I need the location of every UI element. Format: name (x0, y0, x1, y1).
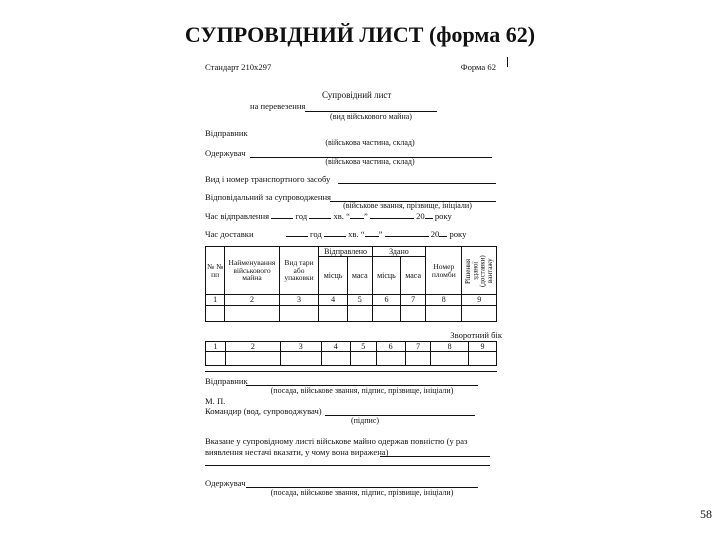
slide-title: СУПРОВІДНИЙ ЛИСТ (форма 62) (184, 22, 536, 47)
reverse-divider (205, 371, 497, 372)
table-cell (225, 306, 279, 322)
table-cell (347, 306, 372, 322)
document-title: Супровідний лист (322, 90, 392, 100)
table-cell (401, 306, 426, 322)
items-table (205, 246, 497, 322)
delivery-time-label: Час доставки (205, 229, 254, 239)
statement-field-2 (205, 465, 490, 466)
column-number: 9 (462, 295, 497, 306)
reverse-column-number: 3 (280, 342, 321, 352)
reverse-column-number: 2 (225, 342, 280, 352)
table-cell (405, 352, 431, 366)
table-cell (206, 352, 226, 366)
header-notes-text: Рішення зданої (доставки) вантажу (463, 254, 494, 287)
commander-caption: (підпис) (350, 416, 379, 425)
statement-line-2: виявлення нестачі вказати, у чому вона виражена) (205, 447, 389, 457)
receiver-label: Одержувач (205, 148, 246, 158)
column-number: 5 (347, 295, 372, 306)
reverse-column-number: 8 (431, 342, 468, 352)
header-sent-mass: маса (347, 257, 372, 295)
column-number: 1 (206, 295, 225, 306)
table-cell (372, 306, 400, 322)
header-handed-group: Здано (372, 247, 425, 257)
transport-caption: (вид військового майна) (330, 112, 412, 121)
reverse-column-number: 7 (405, 342, 431, 352)
column-number: 7 (401, 295, 426, 306)
receiver-caption: (військова частина, склад) (325, 157, 415, 166)
table-cell (462, 306, 497, 322)
column-number: 4 (319, 295, 347, 306)
table-cell (319, 306, 347, 322)
dispatch-time-row: Час відправлення год хв. “ ” 20 року (205, 211, 452, 221)
escort-caption: (військове звання, прізвище, ініціали) (343, 201, 472, 210)
recipient-label: Одержувач (205, 478, 246, 488)
reverse-column-number: 6 (376, 342, 405, 352)
sender-sign-label: Відправник (205, 376, 248, 386)
dispatch-hours-label: год (295, 211, 308, 221)
form-standard: Стандарт 210x297 (205, 62, 272, 72)
table-cell (321, 352, 350, 366)
reverse-column-number: 1 (206, 342, 226, 352)
header-notes (462, 247, 497, 295)
reverse-side-label: Зворотний бік (450, 330, 502, 340)
page-number: 58 (700, 507, 712, 521)
corner-mark (507, 57, 508, 67)
column-number: 3 (279, 295, 319, 306)
header-number: № № пп (206, 247, 225, 295)
table-cell (279, 306, 319, 322)
delivery-time-row: Час доставки год хв. “ ” 20 року (205, 229, 467, 239)
header-sent-places: місць (319, 257, 347, 295)
table-cell (225, 352, 280, 366)
delivery-hours-label: год (310, 229, 322, 239)
transport-label: на перевезення (250, 101, 306, 111)
statement-line-1: Вказане у супровідному листі військове майно одержав повністю (у раз (205, 436, 468, 446)
table-cell (206, 306, 225, 322)
reverse-table (205, 341, 497, 366)
reverse-column-number: 4 (321, 342, 350, 352)
reverse-column-number: 9 (468, 342, 496, 352)
header-item-name: Найменування військового майна (225, 247, 279, 295)
dispatch-time-label: Час відправлення (205, 211, 270, 221)
header-handed-mass: маса (401, 257, 426, 295)
table-cell (426, 306, 462, 322)
dispatch-minutes-label: хв. (333, 211, 344, 221)
vehicle-label: Вид і номер транспортного засобу (205, 174, 331, 184)
column-number: 6 (372, 295, 400, 306)
sender-sign-caption: (посада, військове звання, підпис, прізвище, ініціали) (270, 386, 454, 395)
commander-label: Командир (вод, супроводжувач) (205, 406, 322, 416)
statement-field-1 (380, 456, 490, 457)
reverse-column-number: 5 (350, 342, 376, 352)
delivery-minutes-label: хв. (348, 229, 359, 239)
recipient-caption: (посада, військове звання, підпис, прізвище, ініціали) (270, 488, 454, 497)
delivery-year-suffix: року (449, 229, 467, 239)
table-cell (376, 352, 405, 366)
table-cell (280, 352, 321, 366)
dispatch-year-prefix: 20 (416, 211, 425, 221)
stamp-label: М. П. (205, 396, 226, 406)
header-seal-number: Номер пломби (426, 247, 462, 295)
form-sheet (200, 57, 510, 507)
dispatch-year-suffix: року (434, 211, 452, 221)
commander-field (325, 415, 475, 416)
table-cell (468, 352, 496, 366)
form-number: Форма 62 (460, 62, 496, 72)
header-packaging: Вид тари або упаковки (279, 247, 319, 295)
sender-caption: (військова частина, склад) (325, 138, 415, 147)
sender-label: Відправник (205, 128, 248, 138)
escort-label: Відповідальний за супроводження (205, 192, 332, 202)
delivery-year-prefix: 20 (430, 229, 440, 239)
table-cell (350, 352, 376, 366)
table-cell (431, 352, 468, 366)
header-handed-places: місць (372, 257, 400, 295)
column-number: 8 (426, 295, 462, 306)
header-sent-group: Відправлено (319, 247, 372, 257)
column-number: 2 (225, 295, 279, 306)
vehicle-field (338, 183, 496, 184)
